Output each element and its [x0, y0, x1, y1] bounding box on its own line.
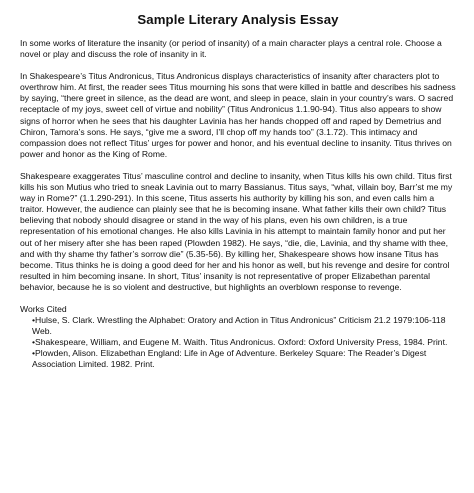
body-paragraph-1: In Shakespeare’s Titus Andronicus, Titus Andronicus displays characteristics of insanity after characters plot to overthrow him. At first, the reader sees Titus mourning his sons that were killed in battle and describes his sadness by saying, “there greet in silence, as the dead are wont, and sleep in peace, slain in your country’s wars. O sacred receptacle of my joys, sweet cell of virtue and nobility” (Titus Andronicus 1.1.90-94). Titus also appears to show signs of horror when he sees that his daughter Lavinia has her hands chopped off and raped by Demetrius and Chiron, Tamora’s sons. He says, “give me a sword, I’ll chop off my hands too” (3.1.72). This intimacy and compassion does not reflect Titus’ urges for power and honor, and his eventual decline to insanity. Titus thrives on power and honor as the King of Rome.: [20, 71, 456, 159]
citation-item: •Shakespeare, William, and Eugene M. Waith. Titus Andronicus. Oxford: Oxford University Press, 1984. Print.: [32, 337, 448, 348]
citation-list: [20, 315, 456, 370]
essay-title: Sample Literary Analysis Essay: [137, 12, 339, 27]
works-cited-heading: Works Cited: [20, 303, 67, 314]
prompt-paragraph: In some works of literature the insanity (or period of insanity) of a main character plays a central role. Choose a novel or play and discuss the role of insanity in it.: [20, 38, 442, 60]
body-paragraph-2: Shakespeare exaggerates Titus’ masculine control and decline to insanity, when Titus kills his own child. Titus first kills his son Mutius who tried to sneak Lavinia out to marry Bassianus. Titus says, “what, villain boy, Barr’st me my way in Rome?” (1.1.290-291). In this scene, Titus asserts his authority by killing his son, and even calls him a traitor. However, the audience can plainly see that he is becoming insane. What father kills their own child? Titus believing that nobody should disagree or stand in the way of his plans, even his own children, is a true representation of his emotional changes. He also kills Lavinia in his attempt to maintain family honor and put her out of her misery after she has been raped (Plowden 1982). He says, “die, die, Lavinia, and thy shame with thee, and with thy shame thy father’s sorrow die” (5.35-56). By killing her, Shakespeare shows how insane Titus has become. Titus thinks he is doing a good deed for her and his honor as well, but his revenge and desire for control resulted in him becoming insane. In short, Titus’ insanity is not representative of proper Elizabethan parental behavior, because he is so violent and destructive, but highlights an overblown response to revenge.: [20, 170, 453, 292]
citation-item: •Plowden, Alison. Elizabethan England: Life in Age of Adventure. Berkeley Square: The Reader’s Digest Association Limited. 1982. Print.: [32, 348, 427, 370]
citation-item: •Hulse, S. Clark. Wrestling the Alphabet: Oratory and Action in Titus Andronicus” Criticism 21.2 1979:106-118 Web.: [32, 315, 446, 337]
